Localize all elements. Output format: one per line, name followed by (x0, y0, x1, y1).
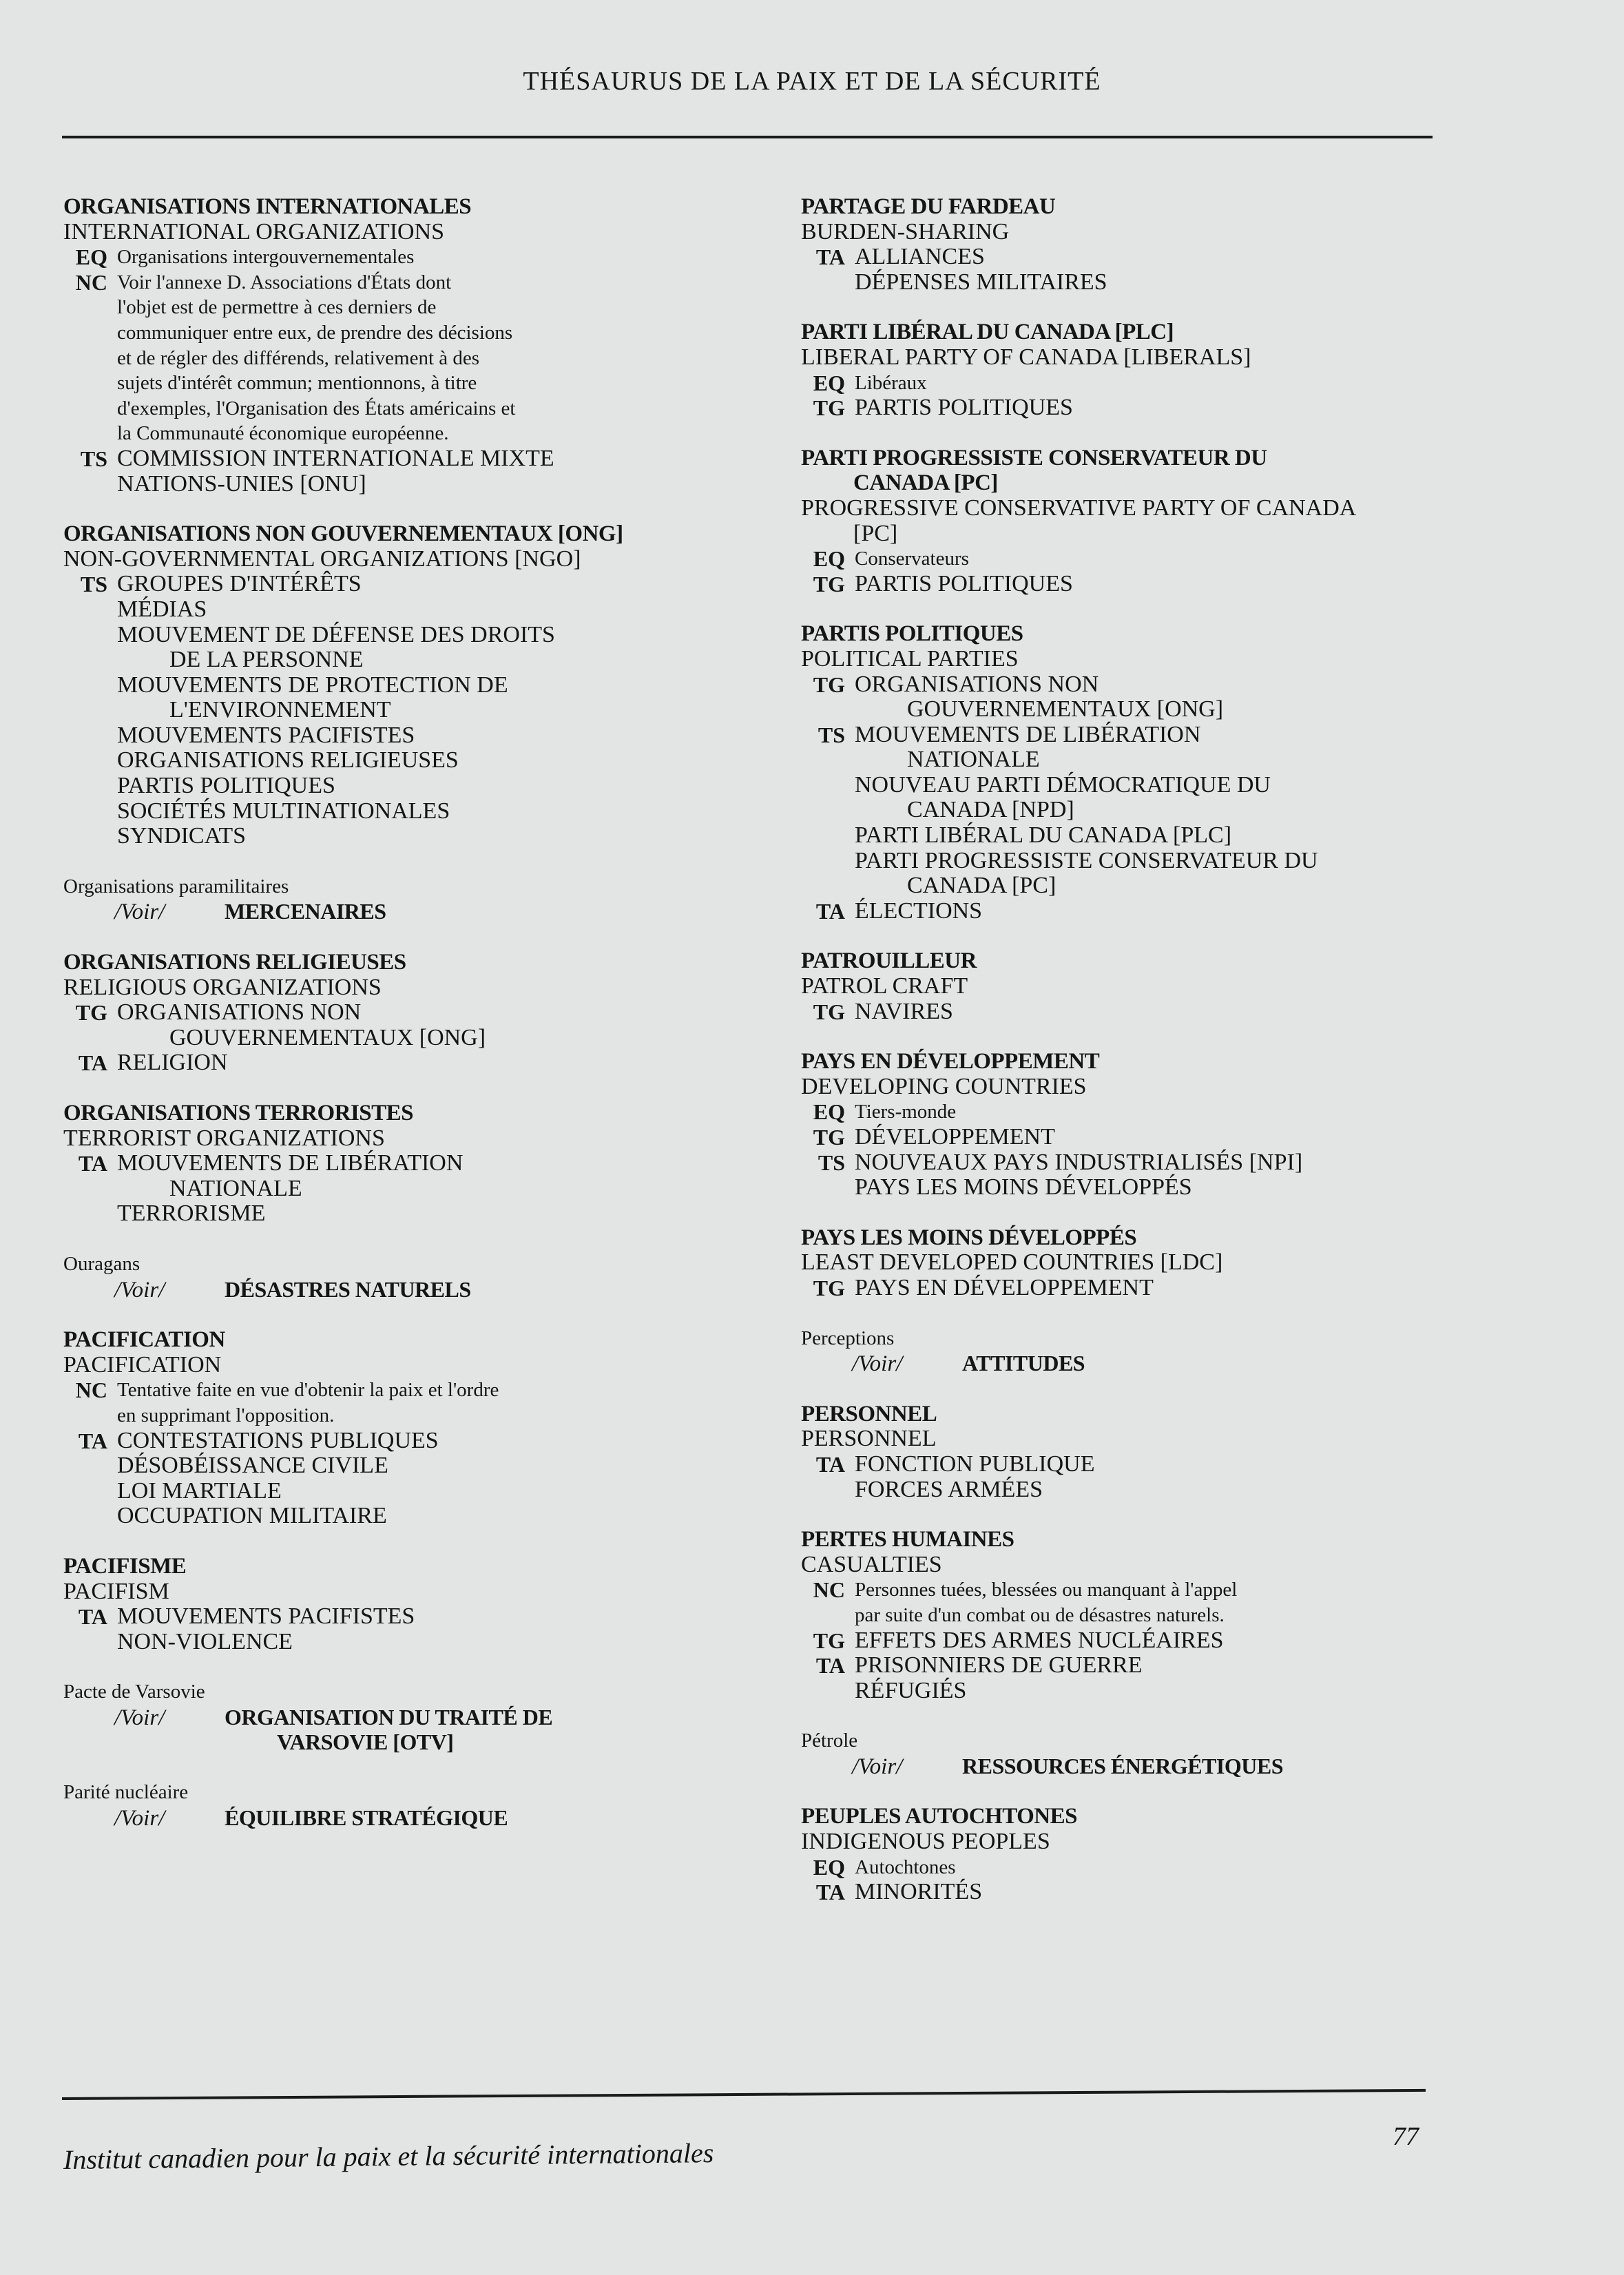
relation-ta (801, 1880, 1441, 1905)
relation-tg (801, 1276, 1441, 1301)
relation-value: DÉSOBÉISSANCE CIVILE (117, 1453, 388, 1479)
scope-note (855, 1577, 1441, 1628)
relation-value: RÉFUGIÉS (855, 1677, 967, 1703)
relation-value: NATIONS-UNIES [ONU] (117, 470, 366, 497)
relation-ts (63, 572, 752, 849)
relation-code: TA (815, 1653, 845, 1679)
descriptor: PATROUILLEUR (801, 948, 977, 974)
english-equivalent: NON-GOVERNMENTAL ORGANIZATIONS [NGO] (63, 546, 581, 572)
english-equivalent: POLITICAL PARTIES (801, 645, 1019, 672)
relation-tg (801, 572, 1441, 597)
relation-code: TA (78, 1604, 107, 1630)
relation-code: NC (75, 1378, 107, 1403)
relation-code: NC (75, 269, 107, 295)
non-descriptor: Pacte de Varsovie (63, 1681, 205, 1703)
relation-value: Organisations intergouvernementales (117, 246, 415, 269)
relation-ts (63, 446, 752, 497)
relation-code: EQ (813, 546, 845, 572)
relation-value: DÉPENSES MILITAIRES (855, 269, 1107, 295)
relation-ta (801, 1653, 1441, 1703)
scope-note (117, 1378, 752, 1428)
relation-value: GROUPES D'INTÉRÊTS (117, 571, 362, 597)
english-equivalent: PERSONNEL (801, 1426, 937, 1452)
entry-organisations-terroristes (63, 1101, 752, 1227)
relation-value: Libéraux (855, 371, 927, 394)
relation-value: NOUVEAU PARTI DÉMOCRATIQUE DU (855, 771, 1271, 798)
relation-nc (63, 270, 752, 446)
relation-value: EFFETS DES ARMES NUCLÉAIRES (855, 1627, 1224, 1653)
relation-value: PAYS LES MOINS DÉVELOPPÉS (855, 1174, 1192, 1201)
relation-code: TS (818, 1150, 845, 1175)
relation-value: NOUVEAUX PAYS INDUSTRIALISÉS [NPI] (855, 1149, 1303, 1175)
page-title: THÉSAURUS DE LA PAIX ET DE LA SÉCURITÉ (523, 67, 1101, 96)
relation-value: ÉLECTIONS (855, 897, 983, 924)
relation-nc (63, 1378, 752, 1428)
english-equivalent: RELIGIOUS ORGANIZATIONS (63, 974, 382, 1000)
non-descriptor: Pétrole (801, 1729, 858, 1752)
english-equivalent: INDIGENOUS PEOPLES (801, 1829, 1050, 1855)
english-equivalent: PACIFICATION (63, 1351, 222, 1378)
entry-organisations-religieuses (63, 950, 752, 1076)
relation-code: EQ (813, 1854, 845, 1880)
relation-code: TA (815, 898, 845, 924)
entry-petrole (801, 1728, 1441, 1779)
see-label: /Voir/ (114, 900, 165, 925)
relation-code: TS (80, 446, 107, 471)
relation-code: EQ (75, 245, 107, 270)
relation-eq (801, 1855, 1441, 1880)
relation-value: MOUVEMENTS PACIFISTES (117, 722, 415, 748)
relation-code: TG (813, 571, 845, 596)
english-equivalent: INTERNATIONAL ORGANIZATIONS (63, 218, 445, 245)
relation-value: Tiers-monde (855, 1101, 957, 1123)
relation-value: ALLIANCES (855, 244, 985, 270)
note-line: Personnes tuées, blessées ou manquant à l'appel (855, 1579, 1238, 1601)
descriptor: ORGANISATIONS RELIGIEUSES (63, 950, 406, 975)
right-column (801, 194, 1441, 1930)
relation-value: ORGANISATIONS RELIGIEUSES (117, 747, 459, 773)
relation-value: NATIONALE (169, 1175, 302, 1201)
see-reference (801, 1754, 1441, 1780)
relation-value: MOUVEMENTS PACIFISTES (117, 1603, 415, 1630)
descriptor: PARTI PROGRESSISTE CONSERVATEUR DU (801, 445, 1267, 470)
see-label: /Voir/ (852, 1754, 903, 1779)
entry-peuples-autochtones (801, 1804, 1441, 1904)
relation-eq (801, 1099, 1441, 1125)
english-equivalent: PATROL CRAFT (801, 973, 968, 999)
relation-code: TA (815, 245, 845, 270)
relation-code: TA (815, 1880, 845, 1905)
relation-value: GOUVERNEMENTAUX [ONG] (907, 696, 1224, 723)
entry-pacification (63, 1327, 752, 1529)
relation-code: TA (78, 1151, 107, 1176)
note-line: communiquer entre eux, de prendre des décisions (117, 321, 513, 344)
english-equivalent: BURDEN-SHARING (801, 218, 1010, 245)
relation-code: NC (813, 1577, 845, 1603)
note-line: et de régler des différends, relativement à des (117, 346, 480, 369)
relation-code: EQ (813, 370, 845, 395)
relation-eq (801, 546, 1441, 572)
non-descriptor: Perceptions (801, 1327, 895, 1349)
entry-personnel (801, 1402, 1441, 1502)
relation-value: FORCES ARMÉES (855, 1476, 1043, 1502)
descriptor-continuation: CANADA [PC] (853, 470, 998, 496)
left-column (63, 194, 752, 1856)
descriptor: ORGANISATIONS TERRORISTES (63, 1101, 414, 1125)
entry-pacte-de-varsovie (63, 1679, 752, 1755)
descriptor: ORGANISATIONS NON GOUVERNEMENTAUX [ONG] (63, 521, 623, 547)
relation-value: ORGANISATIONS NON (855, 671, 1099, 697)
relation-value: MÉDIAS (117, 596, 207, 622)
entry-parite-nucleaire (63, 1780, 752, 1831)
relation-value: NAVIRES (855, 998, 953, 1024)
see-reference (63, 1805, 752, 1831)
relation-value: CONTESTATIONS PUBLIQUES (117, 1427, 439, 1453)
entry-pacifisme (63, 1554, 752, 1654)
relation-value: PARTI LIBÉRAL DU CANADA [PLC] (855, 822, 1232, 849)
relation-ta (63, 1604, 752, 1654)
relation-tg (801, 1125, 1441, 1150)
relation-tg (801, 395, 1441, 421)
relation-value: MOUVEMENTS DE LIBÉRATION (855, 721, 1201, 747)
relation-value: CANADA [PC] (907, 873, 1056, 899)
header-rule (62, 136, 1433, 138)
english-equivalent: LEAST DEVELOPED COUNTRIES [LDC] (801, 1249, 1223, 1276)
note-line: l'objet est de permettre à ces derniers de (117, 296, 437, 319)
relation-value: SOCIÉTÉS MULTINATIONALES (117, 798, 450, 824)
descriptor: PACIFICATION (63, 1327, 225, 1353)
entry-parti-progressiste-conservateur (801, 446, 1441, 597)
see-target: RESSOURCES ÉNERGÉTIQUES (962, 1753, 1283, 1778)
note-line: Voir l'annexe D. Associations d'États dont (117, 271, 452, 293)
relation-value: PARTIS POLITIQUES (117, 773, 335, 799)
descriptor: PEUPLES AUTOCHTONES (801, 1804, 1077, 1829)
relation-value: COMMISSION INTERNATIONALE MIXTE (117, 445, 554, 471)
relation-value: PARTIS POLITIQUES (855, 570, 1073, 596)
non-descriptor: Organisations paramilitaires (63, 875, 289, 897)
relation-code: TG (75, 1000, 107, 1026)
relation-tg (801, 999, 1441, 1025)
descriptor: PARTI LIBÉRAL DU CANADA [PLC] (801, 320, 1174, 345)
english-equivalent: PROGRESSIVE CONSERVATIVE PARTY OF CANADA (801, 495, 1357, 521)
relation-tg (63, 1000, 752, 1050)
english-equivalent-continuation: [PC] (853, 520, 898, 546)
entry-partage-du-fardeau (801, 194, 1441, 295)
descriptor: PERSONNEL (801, 1401, 937, 1426)
entry-organisations-paramilitaires (63, 874, 752, 925)
relation-value: MOUVEMENTS DE PROTECTION DE (117, 672, 508, 698)
english-equivalent: LIBERAL PARTY OF CANADA [LIBERALS] (801, 344, 1251, 370)
relation-value: RELIGION (117, 1050, 228, 1076)
entry-organisations-non-gouvernementaux (63, 521, 752, 849)
relation-ts (801, 1150, 1441, 1201)
entry-pertes-humaines (801, 1527, 1441, 1703)
entry-patrouilleur (801, 948, 1441, 1024)
descriptor: PARTIS POLITIQUES (801, 621, 1023, 647)
relation-ta (801, 245, 1441, 295)
scope-note (117, 270, 752, 446)
relation-value: GOUVERNEMENTAUX [ONG] (169, 1024, 486, 1050)
see-target-line: VARSOVIE [OTV] (277, 1729, 454, 1755)
relation-tg (801, 672, 1441, 723)
see-target: ÉQUILIBRE STRATÉGIQUE (225, 1805, 508, 1830)
descriptor: ORGANISATIONS INTERNATIONALES (63, 194, 472, 219)
see-target: ATTITUDES (962, 1351, 1085, 1376)
relation-ta (801, 899, 1441, 924)
relation-value: ORGANISATIONS NON (117, 999, 362, 1026)
entry-ouragans (63, 1251, 752, 1302)
english-equivalent: DEVELOPING COUNTRIES (801, 1073, 1087, 1099)
relation-value: NON-VIOLENCE (117, 1628, 293, 1654)
see-reference (63, 899, 752, 925)
footer-rule (62, 2089, 1426, 2100)
descriptor: PAYS LES MOINS DÉVELOPPÉS (801, 1225, 1137, 1250)
relation-ts (801, 723, 1441, 899)
relation-nc (801, 1577, 1441, 1628)
see-target: MERCENAIRES (225, 899, 386, 924)
relation-code: TG (813, 1275, 845, 1300)
relation-value: PARTIS POLITIQUES (855, 395, 1073, 421)
see-label: /Voir/ (114, 1805, 165, 1831)
english-equivalent: CASUALTIES (801, 1551, 942, 1577)
relation-value: PARTI PROGRESSISTE CONSERVATEUR DU (855, 847, 1318, 873)
relation-value: DÉVELOPPEMENT (855, 1124, 1055, 1150)
relation-value: TERRORISME (117, 1201, 266, 1227)
relation-code: TG (813, 672, 845, 697)
relation-code: TS (80, 572, 107, 597)
relation-code: TS (818, 722, 845, 747)
english-equivalent: PACIFISM (63, 1578, 169, 1604)
see-reference (63, 1705, 752, 1755)
entry-perceptions (801, 1326, 1441, 1377)
note-line: par suite d'un combat ou de désastres naturels. (855, 1603, 1225, 1626)
relation-value: MOUVEMENTS DE LIBÉRATION (117, 1150, 464, 1176)
entry-pays-en-developpement (801, 1049, 1441, 1201)
entry-pays-les-moins-developpes (801, 1225, 1441, 1301)
entry-partis-politiques (801, 621, 1441, 924)
relation-code: TG (813, 395, 845, 421)
see-label: /Voir/ (852, 1351, 903, 1377)
descriptor: PARTAGE DU FARDEAU (801, 194, 1056, 219)
note-line: sujets d'intérêt commun; mentionnons, à titre (117, 372, 477, 395)
relation-ta (63, 1050, 752, 1076)
see-target (225, 1705, 552, 1755)
descriptor: PAYS EN DÉVELOPPEMENT (801, 1049, 1100, 1074)
relation-code: EQ (813, 1099, 845, 1125)
see-target: DÉSASTRES NATURELS (225, 1276, 471, 1302)
relation-value: MOUVEMENT DE DÉFENSE DES DROITS (117, 621, 555, 647)
page-number: 77 (1393, 2122, 1419, 2151)
relation-value: LOI MARTIALE (117, 1477, 282, 1504)
non-descriptor: Ouragans (63, 1252, 140, 1275)
relation-value: Conservateurs (855, 548, 969, 570)
english-equivalent: TERRORIST ORGANIZATIONS (63, 1125, 385, 1151)
relation-tg (801, 1628, 1441, 1654)
relation-value: CANADA [NPD] (907, 797, 1074, 823)
relation-value: FONCTION PUBLIQUE (855, 1451, 1095, 1477)
relation-value: NATIONALE (907, 747, 1040, 773)
relation-code: TA (78, 1428, 107, 1453)
relation-eq (801, 371, 1441, 396)
relation-code: TG (813, 999, 845, 1024)
relation-value: OCCUPATION MILITAIRE (117, 1503, 387, 1529)
relation-code: TA (78, 1050, 107, 1076)
relation-value: SYNDICATS (117, 823, 247, 849)
note-line: d'exemples, l'Organisation des États américains et (117, 397, 516, 419)
relation-code: TA (815, 1451, 845, 1477)
relation-eq (63, 245, 752, 270)
relation-code: TG (813, 1628, 845, 1653)
footer-institute: Institut canadien pour la paix et la sécurité internationales (63, 2137, 714, 2175)
note-line: la Communauté économique européenne. (117, 422, 449, 445)
non-descriptor: Parité nucléaire (63, 1781, 189, 1804)
descriptor: PERTES HUMAINES (801, 1527, 1014, 1552)
see-target-line: ORGANISATION DU TRAITÉ DE (225, 1704, 553, 1729)
note-line: en supprimant l'opposition. (117, 1404, 335, 1426)
descriptor: PACIFISME (63, 1553, 187, 1579)
note-line: Tentative faite en vue d'obtenir la paix et l'ordre (117, 1379, 499, 1402)
relation-value: PRISONNIERS DE GUERRE (855, 1652, 1143, 1679)
relation-ta (63, 1151, 752, 1227)
relation-ta (801, 1452, 1441, 1502)
entry-parti-liberal (801, 320, 1441, 420)
relation-value: MINORITÉS (855, 1879, 983, 1905)
relation-value: Autochtones (855, 1856, 956, 1878)
relation-code: TG (813, 1125, 845, 1150)
see-label: /Voir/ (114, 1277, 165, 1302)
see-label: /Voir/ (114, 1705, 165, 1730)
entry-organisations-internationales (63, 194, 752, 497)
relation-value: L'ENVIRONNEMENT (169, 697, 391, 723)
see-reference (63, 1277, 752, 1303)
see-reference (801, 1351, 1441, 1377)
relation-ta (63, 1429, 752, 1529)
relation-value: DE LA PERSONNE (169, 647, 364, 673)
relation-value: PAYS EN DÉVELOPPEMENT (855, 1274, 1154, 1300)
